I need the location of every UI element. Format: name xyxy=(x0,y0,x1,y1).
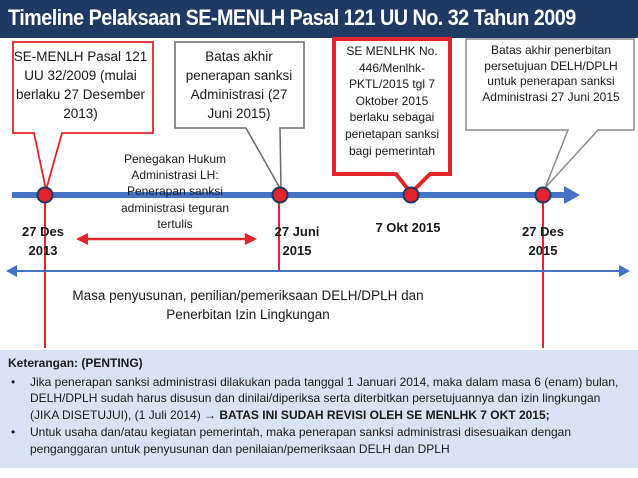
bullet-icon: • xyxy=(11,375,16,389)
list-item xyxy=(8,374,632,423)
date-label-oct-2015: 7 Okt 2015 xyxy=(375,220,441,235)
date-label-dec-2015: 27 Des 2015 xyxy=(522,224,564,258)
main-timeline-arrow xyxy=(12,186,580,204)
page-title: Timeline Pelaksaan SE-MENLH Pasal 121 UU No. 32 Tahun 2009 xyxy=(8,5,576,30)
notes-title: Keterangan: (PENTING) xyxy=(8,356,143,370)
callout-deadline-text: Batas akhir penerapan sanksi Administrasi (27 Juni 2015) xyxy=(185,49,293,121)
enforcement-period-arrow xyxy=(76,233,257,245)
bullet-icon: • xyxy=(11,425,16,440)
preparation-period-label: Masa penyusunan, penilian/pemeriksaan DELH/DPLH dan Penerbitan Izin Lingkungan xyxy=(72,288,424,322)
callout-se-menlhk-text: SE MENLHK No. 446/Menlhk-PKTL/2015 tgl 7 Oktober 2015 berlaku sebagai penetapan sanksi bagi pemerintah xyxy=(344,44,440,158)
callout-start-text: SE-MENLH Pasal 121 UU 32/2009 (mulai berlaku 27 Desember 2013) xyxy=(13,49,148,121)
date-label-dec-2013: 27 Des 2013 xyxy=(22,224,64,258)
note-2-text: Untuk usaha dan/atau kegiatan pemerintah, maka penerapan sanksi administrasi disesuaikan dengan penganggaran untuk penyusunan dan penilaian/pemeriksaan DELH dan DPLH xyxy=(30,425,572,456)
marker-jun-2015 xyxy=(273,188,288,203)
date-label-jun-2015: 27 Juni 2015 xyxy=(274,224,320,258)
list-item xyxy=(8,424,632,457)
callout-final-deadline-text: Batas akhir penerbitan persetujuan DELH/DPLH untuk penerapan sanksi Administrasi 27 Juni 2015 xyxy=(482,43,620,104)
right-arrow-icon: → xyxy=(204,407,217,422)
enforcement-label: Penegakan Hukum Administrasi LH: Penerapan sanksi administrasi teguran tertulis xyxy=(120,152,230,231)
marker-dec-2015 xyxy=(536,188,551,203)
preparation-period-arrow xyxy=(6,265,630,277)
notes-list xyxy=(8,374,632,458)
marker-oct-2015 xyxy=(404,188,419,203)
note-1-bold-text: BATAS INI SUDAH REVISI OLEH SE MENLHK 7 OKT 2015; xyxy=(216,407,550,422)
note-1-text: Jika penerapan sanksi administrasi dilakukan pada tanggal 1 Januari 2014, maka dalam masa 6 (enam) bulan, DELH/DPLH sudah harus disusun dan dinilai/diperiksa serta diterbitkan persetujuannya dan izin lingkungan (JIKA DISETUJUI), (1 Juli 2014) xyxy=(30,375,619,422)
marker-dec-2013 xyxy=(38,188,53,203)
